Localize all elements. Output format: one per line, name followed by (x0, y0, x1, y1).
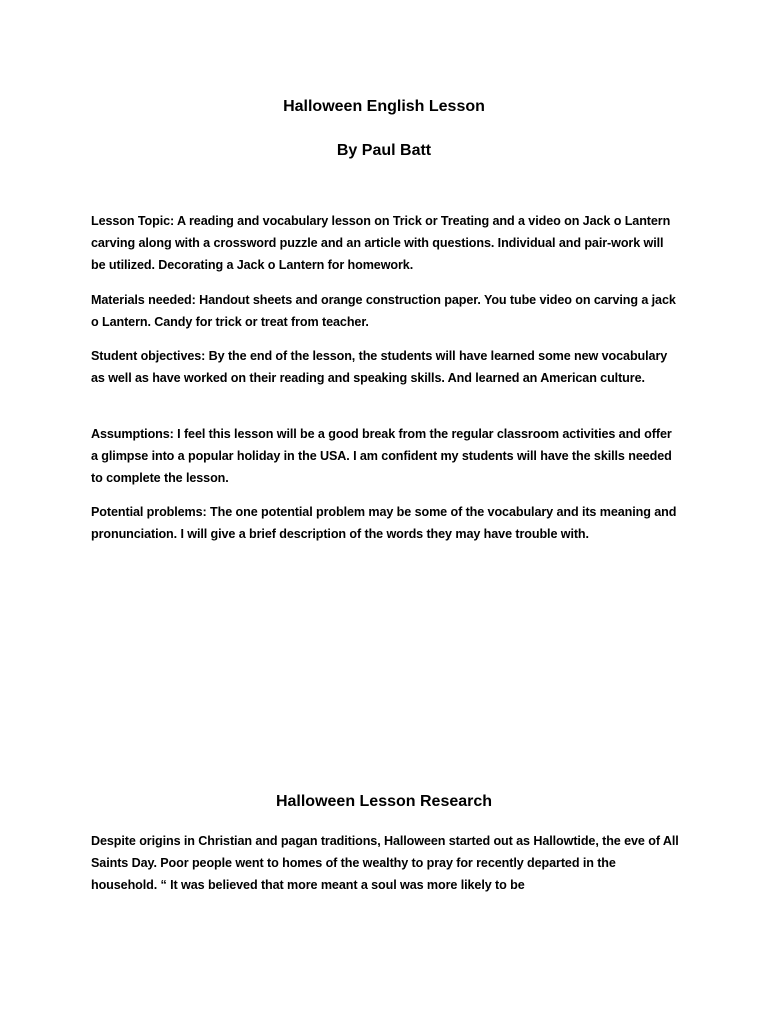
student-objectives-paragraph: Student objectives: By the end of the lesson, the students will have learned some new vocabulary as well as have worked on their reading and speaking skills. And learned an American culture. (91, 349, 668, 385)
document-title: Halloween English Lesson (283, 98, 485, 115)
research-paragraph: Despite origins in Christian and pagan traditions, Halloween started out as Hallowtide, the eve of All Saints Day. Poor people went to homes of the wealthy to pray for recently departed in the household. “ It was believed that more meant a soul was more likely to be (91, 834, 679, 892)
lesson-topic-paragraph: Lesson Topic: A reading and vocabulary lesson on Trick or Treating and a video on Jack o Lantern carving along with a crossword puzzle and an article with questions. Individual and pair-work will be utilized. Decorating a Jack o Lantern for homework. (91, 214, 671, 272)
potential-problems-paragraph: Potential problems: The one potential problem may be some of the vocabulary and its meaning and pronunciation. I will give a brief description of the words they may have trouble with. (91, 505, 677, 541)
assumptions-paragraph: Assumptions: I feel this lesson will be a good break from the regular classroom activities and offer a glimpse into a popular holiday in the USA. I am confident my students will have the skills needed to complete the lesson. (91, 427, 672, 485)
research-heading: Halloween Lesson Research (275, 793, 493, 810)
materials-needed-paragraph: Materials needed: Handout sheets and orange construction paper. You tube video on carving a jack o Lantern. Candy for trick or treat from teacher. (91, 293, 676, 329)
document-author: By Paul Batt (336, 142, 432, 159)
